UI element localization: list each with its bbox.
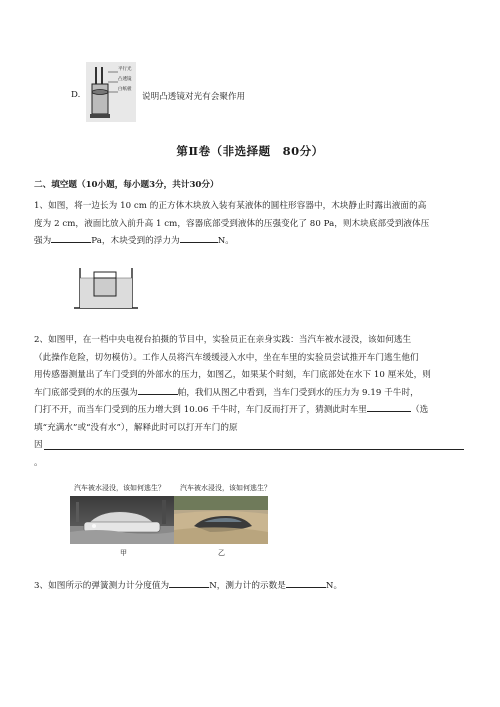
photo-jia-caption: 汽车被水浸没，该如何逃生？: [74, 484, 165, 492]
apparatus-label-3: 白纸板: [118, 87, 132, 92]
q3-text-c: N。: [325, 581, 343, 591]
q2-line-8: 。: [34, 457, 43, 468]
q2-line-5: [34, 402, 474, 420]
apparatus-label-2: 凸透镜: [118, 77, 132, 82]
q2-text-7a: 因: [34, 440, 43, 450]
q3-text-a: 3、如图所示的弹簧测力计分度值为: [34, 581, 170, 591]
q2-line-3: 用传感器测量出了车门受到的外部水的压力，如图乙，如果某个时刻，车门底部处在水下 10 厘米处，则: [34, 370, 431, 380]
q2-line-2: （此操作危险，切勿模仿）。工作人员将汽车缓缓浸入水中，坐在车里的实验员尝试推开车门逃生他们: [34, 352, 419, 363]
option-d-text: 说明凸透镜对光有会聚作用: [142, 92, 246, 102]
q2-blank-pressure[interactable]: [138, 385, 178, 395]
q1-block: [34, 198, 474, 251]
q2-text-4a: 车门底部受到的水的压强为: [34, 387, 138, 398]
apparatus-label-1: 平行光: [118, 67, 132, 72]
q1-text-c: N。: [217, 236, 234, 246]
q1-line-2: 度为 2 cm，液面比放入前升高 1 cm，容器底部受到液体的压强变化了 80 Pa，则木块底部受到液体压: [34, 218, 430, 229]
photo-yi-label: 乙: [218, 549, 225, 557]
q2-text-4b: 帕，我们从图乙中看到，当车门受到水的压力为 9.19 千牛时，: [177, 387, 419, 398]
q2-text-5a: 门打不开，而当车门受到的压力增大到 10.06 千牛时，车门反而打开了，猜测此时车里: [34, 405, 367, 415]
q1-line-3: [34, 233, 474, 251]
q1-blank-pressure[interactable]: [51, 233, 91, 243]
q1-line-1: 1、如图，将一边长为 10 cm 的正方体木块放入装有某液体的圆柱形容器中，木块静止时露出液面的高: [34, 201, 427, 211]
photo-jia: [70, 496, 174, 544]
option-d-label: D.: [71, 90, 81, 100]
section-title: 第Ⅱ卷（非选择题 80分）: [176, 144, 324, 158]
q1-blank-buoyancy[interactable]: [180, 233, 218, 243]
photo-yi: [174, 496, 268, 544]
q1-text-b: Pa，木块受到的浮力为: [91, 236, 180, 246]
q1-text-a: 强为: [34, 236, 52, 246]
q2-line-1: 2、如图甲，在一档中央电视台拍摄的节目中，实验员正在亲身实践：当汽车被水浸没，该如何逃生: [34, 335, 412, 345]
q3-blank-division[interactable]: [169, 578, 209, 588]
q3-text-b: N，测力计的示数是: [209, 581, 286, 591]
photo-jia-label: 甲: [120, 549, 127, 557]
q2-blank-reason[interactable]: [44, 440, 464, 450]
q2-block: [34, 332, 474, 472]
q2-line-6: 填“充满水”或“没有水”），解释此时可以打开车门的原: [34, 422, 238, 433]
container-block-figure: [74, 266, 138, 312]
q2-text-5b: （选: [410, 405, 429, 415]
section-heading: 二、填空题（10小题，每小题3分，共计30分）: [34, 180, 219, 190]
q2-blank-water[interactable]: [367, 402, 411, 412]
q3-blank-reading[interactable]: [286, 578, 326, 588]
q2-line-4: [34, 385, 474, 403]
q3-line: [34, 578, 474, 596]
q2-line-7: [34, 437, 474, 455]
photo-yi-caption: 汽车被水浸没，该如何逃生？: [180, 484, 271, 492]
